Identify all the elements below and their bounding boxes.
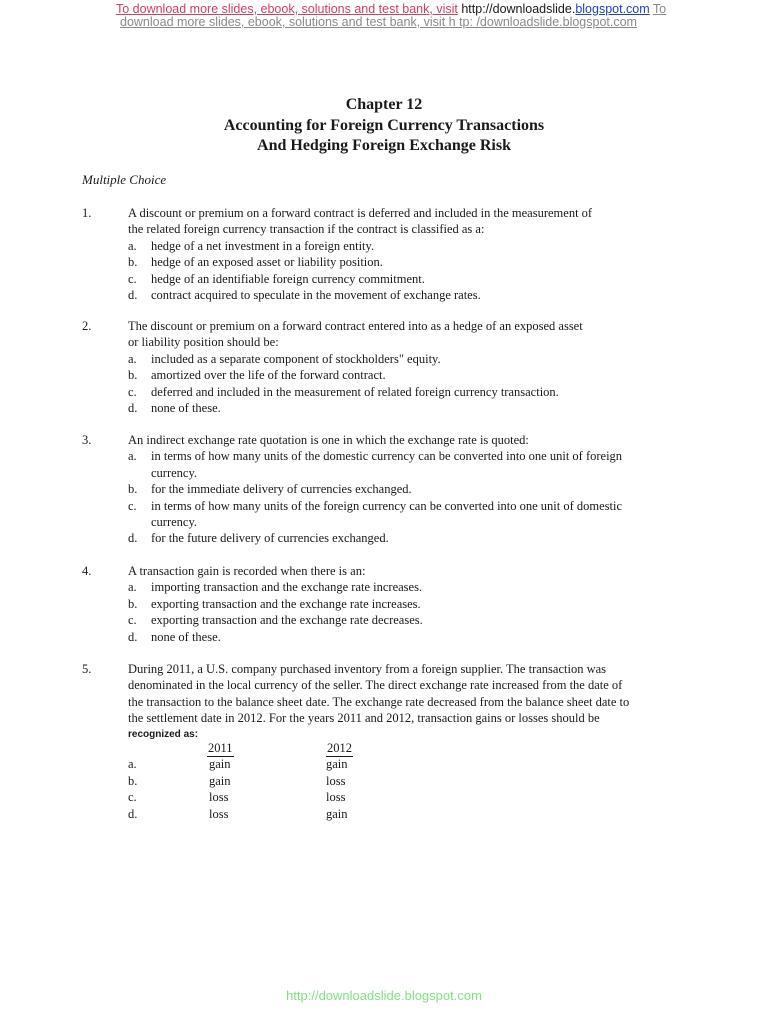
- question-stem: [128, 205, 688, 238]
- choice-b[interactable]: [128, 367, 559, 383]
- question-number: 4.: [82, 564, 92, 578]
- choice-c[interactable]: [128, 271, 481, 287]
- question-number: 3.: [82, 433, 92, 447]
- stem-tail: recognized as:: [128, 728, 199, 740]
- choice-d[interactable]: [128, 400, 559, 416]
- chapter-title-line-1: Accounting for Foreign Currency Transactions: [223, 116, 545, 134]
- banner-link-to[interactable]: To: [652, 2, 667, 16]
- choice-letter: a.: [128, 351, 137, 366]
- choice-text: for the future delivery of currencies exchanged.: [151, 531, 389, 546]
- chapter-number: Chapter 12: [345, 96, 423, 113]
- cell-2012: loss: [326, 790, 346, 805]
- choice-text: included as a separate component of stockholders" equity.: [151, 351, 441, 366]
- choice-letter: b.: [128, 773, 138, 788]
- choice-a[interactable]: [128, 238, 481, 254]
- chapter-title-line-2: And Hedging Foreign Exchange Risk: [257, 137, 511, 154]
- chapter-title-block: [0, 95, 768, 157]
- stem-line: The discount or premium on a forward contract entered into as a hedge of an exposed asset: [128, 319, 583, 333]
- choice-text: none of these.: [151, 401, 221, 416]
- choice-letter: d.: [128, 806, 138, 821]
- banner-link-line2[interactable]: download more slides, ebook, solutions and test bank, visit h tp: /downloadslide.blogspot.com: [120, 15, 637, 29]
- choice-text: hedge of an identifiable foreign currency commitment.: [151, 271, 425, 286]
- choice-text: importing transaction and the exchange rate increases.: [151, 580, 423, 595]
- banner-link-text[interactable]: To download more slides, ebook, solutions and test bank, visit: [116, 2, 458, 16]
- choice-text: hedge of an exposed asset or liability position.: [151, 255, 383, 270]
- cell-2011: gain: [209, 773, 231, 788]
- header-2012: 2012: [326, 740, 353, 757]
- banner-line-2: [120, 16, 661, 29]
- choice-letter: b.: [128, 368, 138, 383]
- stem-line: During 2011, a U.S. company purchased inventory from a foreign supplier. The transaction was: [128, 662, 607, 676]
- choice-letter: b.: [128, 255, 138, 270]
- choice-letter: d.: [128, 401, 138, 416]
- question-stem: [128, 661, 688, 743]
- choice-text: amortized over the life of the forward contract.: [151, 368, 386, 383]
- choice-letter: c.: [128, 271, 137, 286]
- footer-link[interactable]: http://downloadslide.blogspot.com: [286, 988, 482, 1003]
- cell-2011: loss: [209, 806, 229, 821]
- choice-text: exporting transaction and the exchange rate increases.: [151, 596, 421, 611]
- choice-letter: c.: [128, 613, 137, 628]
- stem-line: A transaction gain is recorded when there is an:: [128, 564, 366, 578]
- stem-line: or liability position should be:: [128, 335, 279, 350]
- cell-2012: gain: [326, 757, 348, 772]
- choice-letter: b.: [128, 596, 138, 611]
- choice-b[interactable]: [128, 596, 423, 612]
- question-number: 2.: [82, 319, 92, 333]
- stem-line: the related foreign currency transaction if the contract is classified as a:: [128, 222, 485, 237]
- section-label: Multiple Choice: [82, 172, 167, 187]
- banner-url-domain[interactable]: blogspot.com: [575, 2, 650, 16]
- choice-c[interactable]: [128, 612, 423, 628]
- banner-url-prefix[interactable]: http://downloadslide.: [461, 2, 576, 16]
- choice-list: [128, 448, 622, 546]
- choice-letter: d.: [128, 531, 138, 546]
- cell-2011: gain: [209, 757, 231, 772]
- choice-letter: c.: [128, 384, 137, 399]
- choice-letter: a.: [128, 757, 137, 772]
- cell-2012: gain: [326, 806, 348, 821]
- choice-b[interactable]: [128, 254, 481, 270]
- choice-letter: a.: [128, 238, 137, 253]
- choice-a[interactable]: [128, 579, 423, 595]
- choice-c[interactable]: [128, 384, 559, 400]
- choice-a[interactable]: [128, 351, 559, 367]
- stem-line: A discount or premium on a forward contract is deferred and included in the measurement of: [128, 206, 593, 220]
- choice-letter: d.: [128, 288, 138, 303]
- question-number: 1.: [82, 206, 92, 220]
- cell-2011: loss: [209, 790, 229, 805]
- choice-list: [128, 351, 559, 417]
- cell-2012: loss: [326, 773, 346, 788]
- stem-line: An indirect exchange rate quotation is one in which the exchange rate is quoted:: [128, 433, 529, 447]
- choice-text: for the immediate delivery of currencies exchanged.: [151, 482, 412, 497]
- choice-b[interactable]: [128, 481, 622, 497]
- choice-letter: d.: [128, 629, 138, 644]
- stem-line: the transaction to the balance sheet date. The exchange rate decreased from the balance sheet date to: [128, 694, 630, 709]
- header-2011: 2011: [207, 740, 234, 757]
- choice-d[interactable]: [128, 287, 481, 303]
- choice-text: none of these.: [151, 629, 221, 644]
- question-stem: [128, 318, 688, 351]
- choice-d[interactable]: [128, 530, 622, 546]
- question-stem: [128, 563, 688, 579]
- choice-list: [128, 579, 423, 645]
- choice-letter: c.: [128, 790, 137, 805]
- choice-text: in terms of how many units of the domestic currency can be converted into one unit of foreign: [151, 449, 623, 464]
- stem-line: denominated in the local currency of the seller. The direct exchange rate increased from the date of: [128, 678, 623, 693]
- question-stem: [128, 432, 688, 448]
- choice-text: exporting transaction and the exchange rate decreases.: [151, 613, 423, 628]
- choice-text: deferred and included in the measurement of related foreign currency transaction.: [151, 384, 559, 399]
- choice-text: contract acquired to speculate in the movement of exchange rates.: [151, 288, 481, 303]
- choice-letter: c.: [128, 498, 137, 513]
- choice-a[interactable]: [128, 448, 622, 481]
- choice-text-continued: currency.: [151, 515, 198, 530]
- question-number: 5.: [82, 662, 92, 676]
- stem-line: the settlement date in 2012. For the years 2011 and 2012, transaction gains or losses should be: [128, 711, 600, 726]
- choice-letter: a.: [128, 449, 137, 464]
- download-banner: [116, 2, 667, 29]
- choice-c[interactable]: [128, 498, 622, 531]
- choice-text: in terms of how many units of the foreign currency can be converted into one unit of domestic: [151, 498, 623, 513]
- choice-text: hedge of a net investment in a foreign entity.: [151, 238, 375, 253]
- choice-letter: a.: [128, 580, 137, 595]
- choice-letter: b.: [128, 482, 138, 497]
- choice-text-continued: currency.: [151, 465, 198, 480]
- choice-d[interactable]: [128, 629, 423, 645]
- choice-list: [128, 238, 481, 304]
